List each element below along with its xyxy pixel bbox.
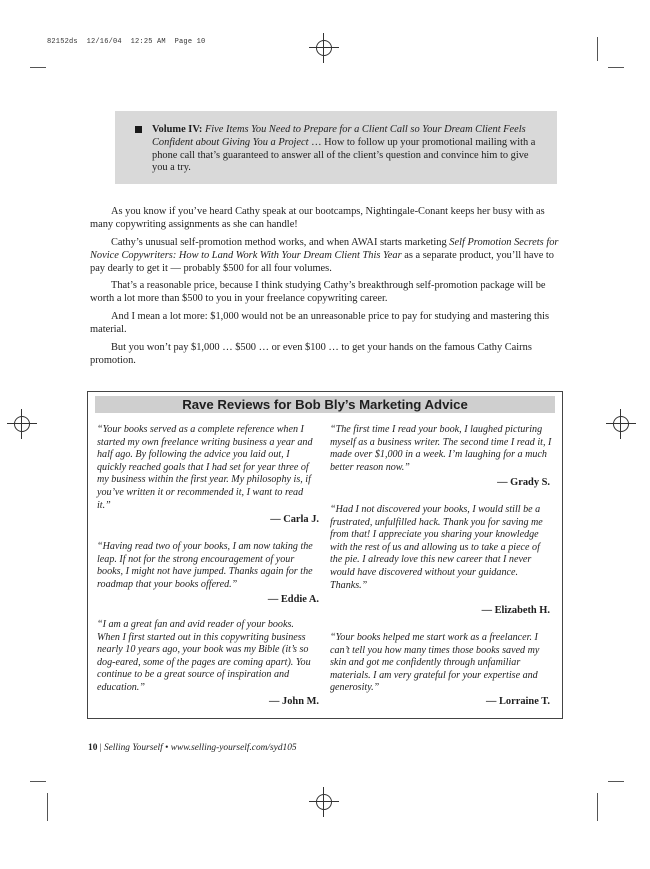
crop-mark	[597, 793, 598, 821]
registration-mark-bottom	[309, 787, 339, 817]
review-author: — Grady S.	[497, 477, 550, 488]
crop-mark	[597, 37, 598, 61]
review-author: — Carla J.	[270, 514, 319, 525]
crop-mark	[608, 781, 624, 782]
volume-item	[152, 124, 544, 175]
registration-mark-right	[606, 409, 636, 439]
registration-mark-top	[309, 33, 339, 63]
crop-mark	[608, 67, 624, 68]
volume-title: Five Items You Need to Prepare for a Client Call so Your Dream Client Feels Confident about Giving You a Project	[152, 124, 526, 148]
review-quote: “The first time I read your book, I laughed picturing myself as a business writer. The second time I read it, I made over $1,000 in a week. I’m laughing for a much better reason now.”	[330, 424, 552, 473]
review-author: — Elizabeth H.	[481, 605, 550, 616]
review-author: — Eddie A.	[267, 594, 319, 605]
volume-description: … How to follow up your promotional mailing with a phone call that’s guaranteed to answer all of the client’s question and convince him to give you a try.	[152, 136, 536, 174]
review-quote: “Your books served as a complete reference when I started my own freelance writing business a year and half ago. By following the advice you laid out, I quickly reached goals that I had set for year three of my business within the first year. My philosophy is, if you’ve written it or recommended it, I want to read it.”	[97, 424, 313, 511]
page-number: 10	[88, 743, 98, 753]
volume-label: Volume IV:	[152, 124, 203, 135]
publication-title: Selling Yourself	[103, 743, 163, 753]
crop-mark	[30, 781, 46, 782]
print-slug: 82152ds 12/16/04 12:25 AM Page 10	[47, 38, 206, 46]
review-author: — Lorraine T.	[486, 696, 550, 707]
paragraph-text: as a separate product, you’ll have to pay dearly to get it — probably $500 for all four volumes.	[90, 249, 554, 274]
product-title: Self Promotion Secrets for Novice Copywriters: How to Land Work With Your Dream Client This Year	[90, 237, 559, 261]
review-quote: “Had I not discovered your books, I would still be a frustrated, unfulfilled hack. Thank you for saving me from that! I appreciate you sharing your knowledge with the rest of us and allowing us to take a piece of the pie. I already love this new career that I never would have discovered without your guidance. Thanks.”	[330, 504, 543, 591]
paragraph: As you know if you’ve heard Cathy speak at our bootcamps, Nightingale-Conant keeps her busy with as many copywriting assignments as she can handle!	[90, 206, 545, 230]
footer-bullet: •	[162, 743, 171, 753]
crop-mark	[30, 67, 46, 68]
review-quote: “Your books helped me start work as a freelancer. I can’t tell you how many times those books saved my skin and got me confidently through unfamiliar materials. I am very grateful for your expertise and generosity.”	[330, 632, 540, 694]
review-quote: “Having read two of your books, I am now taking the leap. If not for the strong encouragement of your books, I might not have jumped. Thanks again for the roadmap that your books offered.”	[97, 541, 313, 590]
footer-separator: |	[97, 743, 104, 753]
review-author: — John M.	[269, 696, 319, 707]
review-quote: “I am a great fan and avid reader of your books. When I first started out in this copywriting business nearly 10 years ago, your book was my Bible (it’s so dog-eared, some of the pages are coming apart). You continue to be a great source of inspiration and education.”	[97, 619, 311, 693]
paragraph	[90, 237, 565, 276]
paragraph-text: Cathy’s unusual self-promotion method works, and when AWAI starts marketing	[111, 237, 450, 248]
paragraph: That’s a reasonable price, because I think studying Cathy’s breakthrough self-promotion package will be worth a lot more than $500 to you in your freelance copywriting career.	[90, 280, 546, 304]
paragraph: But you won’t pay $1,000 … $500 … or even $100 … to get your hands on the famous Cathy Cairns promotion.	[90, 342, 532, 366]
square-bullet-icon	[135, 126, 142, 133]
crop-mark	[47, 793, 48, 821]
footer-url: www.selling-yourself.com/syd105	[170, 743, 297, 753]
paragraph: And I mean a lot more: $1,000 would not be an unreasonable price to pay for studying and mastering this material.	[90, 311, 550, 335]
registration-mark-left	[7, 409, 37, 439]
page-footer	[88, 743, 297, 753]
reviews-title: Rave Reviews for Bob Bly’s Marketing Advice	[182, 397, 468, 412]
